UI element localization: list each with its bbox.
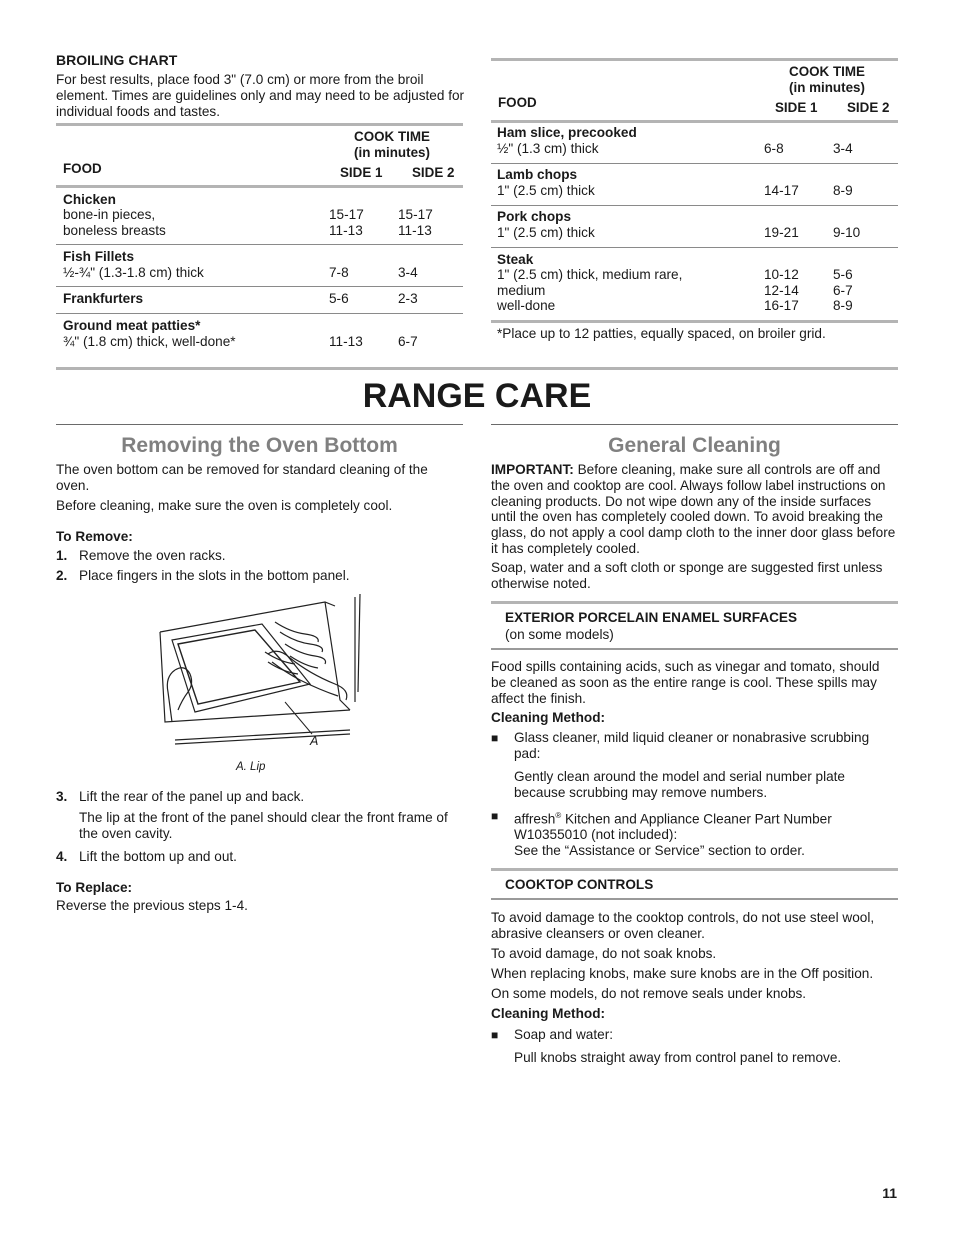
side-1-time: 14-17 [764,183,799,198]
step-number: 4. [56,849,68,864]
header-cook-time: COOK TIME [354,129,430,144]
bullet-icon: ■ [491,1028,499,1042]
side-1-time: 10-12 [764,267,799,282]
box-top-rule [491,868,898,871]
side-1-time: 7-8 [329,265,349,280]
bullet-text-line: Kitchen and Appliance Cleaner Part Number [561,811,832,827]
bullet-text-line: W10355010 (not included): [514,827,678,843]
paragraph: When replacing knobs, make sure knobs are in the Off position. [491,966,874,981]
section-divider [56,367,898,370]
page-number: 11 [882,1185,897,1201]
side-1-time: 19-21 [764,225,799,240]
bullet-icon: ■ [491,809,499,823]
side-1-time: 16-17 [764,298,799,313]
oven-bottom-illustration [150,592,370,752]
bullet-text-line: See the “Assistance or Service” section to order. [514,843,805,859]
food-detail: ¾" (1.8 cm) thick, well-done* [63,334,236,349]
food-detail: 1" (2.5 cm) thick [497,225,595,240]
important-text: Before cleaning, make sure all controls are off and the oven and cooktop are cool. Always follow label instructions on cleaning products. Do not wipe down any of the inside surfaces until the oven has completely cooled down. To avoid breaking the glass, do not apply a cool damp cloth to the inner door glass before it has completely cooled. [491,462,896,556]
side-2-time: 11-13 [398,223,432,238]
food-detail: ½-¾" (1.3-1.8 cm) thick [63,265,204,280]
food-name: Steak [497,252,534,267]
important-label: IMPORTANT: [491,462,574,477]
broiling-chart-intro: For best results, place food 3" (7.0 cm) or more from the broil element. Times are guidelines only and may need to be adjusted for individual foods and tastes. [56,72,465,119]
header-in-minutes: (in minutes) [789,80,865,95]
bullet-subtext: Gently clean around the model and serial number plate because scrubbing may remove numbers. [514,769,845,800]
exterior-subtitle: (on some models) [505,627,614,642]
bullet-subtext: Pull knobs straight away from control panel to remove. [514,1050,842,1065]
section-heading-removing: Removing the Oven Bottom [121,434,398,457]
figure-caption: A. Lip [236,761,266,773]
header-food: FOOD [63,161,102,176]
side-1-time: 5-6 [329,291,349,306]
header-cook-time: COOK TIME [789,64,865,79]
column-rule [491,424,898,425]
food-detail: ½" (1.3 cm) thick [497,141,599,156]
header-in-minutes: (in minutes) [354,145,430,160]
header-food: FOOD [498,95,537,110]
side-2-time: 8-9 [833,183,853,198]
step-number: 2. [56,568,68,583]
paragraph: Before cleaning, make sure the oven is completely cool. [56,498,393,513]
page-title: RANGE CARE [362,377,592,415]
registered-mark: ® [555,811,562,820]
paragraph: Soap, water and a soft cloth or sponge are suggested first unless otherwise noted. [491,560,883,591]
step-text: Lift the bottom up and out. [79,849,237,864]
paragraph: The oven bottom can be removed for standard cleaning of the oven. [56,462,428,493]
bullet-icon: ■ [491,731,499,745]
paragraph: On some models, do not remove seals under knobs. [491,986,807,1001]
subheading-to-replace: To Replace: [56,880,133,895]
subheading-to-remove: To Remove: [56,529,133,544]
step-number: 3. [56,789,68,804]
side-2-time: 3-4 [398,265,418,280]
food-detail: bone-in pieces, [63,207,156,222]
side-2-time: 5-6 [833,267,853,282]
header-side-1: SIDE 1 [340,165,383,180]
side-1-time: 12-14 [764,283,799,298]
side-2-time: 2-3 [398,291,418,306]
food-detail: medium [497,283,546,298]
food-detail: 1" (2.5 cm) thick [497,183,595,198]
food-detail: 1" (2.5 cm) thick, medium rare, [497,267,683,282]
side-2-time: 6-7 [398,334,418,349]
step-text: Place fingers in the slots in the bottom panel. [79,568,350,583]
side-1-time: 11-13 [329,223,363,238]
food-name: Lamb chops [497,167,578,182]
paragraph: Food spills containing acids, such as vinegar and tomato, should be cleaned as soon as the entire range is cool. These spills may affect the finish. [491,659,880,706]
paragraph: To avoid damage to the cooktop controls, do not use steel wool, abrasive cleansers or oven cleaner. [491,910,875,941]
bullet-text [514,808,898,859]
brand-name: affresh [514,811,556,827]
broiling-table-right [491,58,898,348]
step-number: 1. [56,548,68,563]
side-2-time: 3-4 [833,141,853,156]
exterior-title: EXTERIOR PORCELAIN ENAMEL SURFACES [505,610,798,625]
step-text: Lift the rear of the panel up and back. [79,789,305,804]
side-1-time: 11-13 [329,334,363,349]
box-bottom-rule [491,648,898,650]
broiling-table-left [56,123,463,355]
side-1-time: 15-17 [329,207,364,222]
side-1-time: 6-8 [764,141,784,156]
table-footnote: *Place up to 12 patties, equally spaced, on broiler grid. [497,326,826,341]
food-name: Ham slice, precooked [497,125,637,140]
cleaning-method-label: Cleaning Method: [491,1006,606,1021]
food-detail: boneless breasts [63,223,166,238]
column-rule [56,424,463,425]
header-side-2: SIDE 2 [412,165,455,180]
step-text: Remove the oven racks. [79,548,226,563]
box-bottom-rule [491,898,898,900]
food-name: Frankfurters [63,291,144,306]
bullet-text: Glass cleaner, mild liquid cleaner or nonabrasive scrubbing pad: [514,730,870,761]
table-top-rule [56,123,463,126]
figure-callout-a: A [310,734,319,748]
food-name: Ground meat patties* [63,318,201,333]
side-2-time: 15-17 [398,207,433,222]
box-top-rule [491,601,898,604]
table-top-rule [491,58,898,61]
paragraph: To avoid damage, do not soak knobs. [491,946,717,961]
side-2-time: 8-9 [833,298,853,313]
food-name: Pork chops [497,209,572,224]
header-side-2: SIDE 2 [847,100,890,115]
important-paragraph [491,462,898,557]
paragraph: Reverse the previous steps 1-4. [56,898,248,913]
cleaning-method-label: Cleaning Method: [491,710,606,725]
cooktop-title: COOKTOP CONTROLS [505,877,654,892]
section-heading-general: General Cleaning [608,434,781,457]
header-side-1: SIDE 1 [775,100,818,115]
food-name: Fish Fillets [63,249,135,264]
side-2-time: 6-7 [833,283,853,298]
step-subtext: The lip at the front of the panel should clear the front frame of the oven cavity. [79,810,448,841]
food-name: Chicken [63,192,116,207]
broiling-chart-title: BROILING CHART [56,52,178,68]
bullet-text: Soap and water: [514,1027,613,1042]
side-2-time: 9-10 [833,225,861,240]
food-detail: well-done [497,298,556,313]
